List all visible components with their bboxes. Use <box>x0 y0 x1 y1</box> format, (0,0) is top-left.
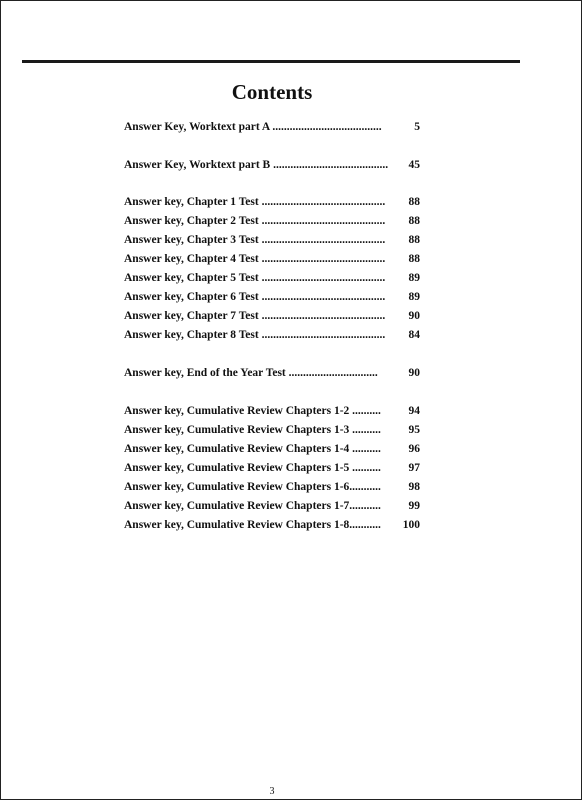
toc-entry <box>124 270 424 286</box>
toc-entry <box>124 308 424 324</box>
toc-entry-page: 88 <box>408 253 420 265</box>
toc-entry <box>124 194 424 210</box>
toc-entry-page: 90 <box>408 367 420 379</box>
toc-entry-page: 100 <box>402 519 420 531</box>
toc-entry-label: Answer Key, Worktext part B ........................................ <box>124 159 389 171</box>
toc-entry-label: Answer key, Chapter 2 Test ........................................... <box>124 215 386 227</box>
toc-entry-label: Answer key, Cumulative Review Chapters 1-6........... <box>124 481 381 493</box>
toc-entry-label: Answer key, Cumulative Review Chapters 1-7........... <box>124 500 381 512</box>
toc-entry <box>124 119 424 135</box>
page-title: Contents <box>231 80 313 104</box>
toc-entry <box>124 327 424 343</box>
toc-entry <box>124 232 424 248</box>
toc-entry-page: 96 <box>408 443 420 455</box>
toc-entry-label: Answer key, End of the Year Test ............................... <box>124 367 378 379</box>
toc-entry-label: Answer key, Chapter 5 Test ........................................... <box>124 272 386 284</box>
toc-entry-label: Answer key, Cumulative Review Chapters 1-4 .......... <box>124 443 381 455</box>
toc-entry-label: Answer key, Chapter 1 Test ........................................... <box>124 196 386 208</box>
toc-entry-label: Answer key, Chapter 7 Test ........................................... <box>124 310 386 322</box>
toc-entry <box>124 422 424 438</box>
toc-entry <box>124 479 424 495</box>
toc-entry-page: 88 <box>408 234 420 246</box>
toc-entry <box>124 213 424 229</box>
toc-entry-label: Answer key, Cumulative Review Chapters 1-2 .......... <box>124 405 381 417</box>
toc-entry-page: 88 <box>408 215 420 227</box>
toc-entry-page: 5 <box>414 121 420 133</box>
toc-entry-page: 45 <box>408 159 420 171</box>
toc-entry <box>124 498 424 514</box>
toc-entry-label: Answer key, Cumulative Review Chapters 1-8........... <box>124 519 381 531</box>
toc-entry-page: 97 <box>408 462 420 474</box>
toc-entry-page: 84 <box>408 329 420 341</box>
toc-entry-page: 90 <box>408 310 420 322</box>
toc-entry <box>124 289 424 305</box>
toc-entry-page: 89 <box>408 272 420 284</box>
toc-entry-page: 88 <box>408 196 420 208</box>
toc-entry-page: 95 <box>408 424 420 436</box>
toc-entry <box>124 251 424 267</box>
toc-entry-label: Answer key, Chapter 3 Test ........................................... <box>124 234 386 246</box>
toc-entry <box>124 403 424 419</box>
toc-entry-label: Answer key, Cumulative Review Chapters 1-3 .......... <box>124 424 381 436</box>
toc-entry-label: Answer Key, Worktext part A ...................................... <box>124 121 382 133</box>
toc-entry-page: 89 <box>408 291 420 303</box>
toc-entry-label: Answer key, Chapter 8 Test ........................................... <box>124 329 386 341</box>
toc-entry-label: Answer key, Chapter 4 Test ........................................... <box>124 253 386 265</box>
toc-entry <box>124 157 424 173</box>
toc-entry-page: 98 <box>408 481 420 493</box>
toc-entry <box>124 365 424 381</box>
toc-entry-label: Answer key, Cumulative Review Chapters 1-5 .......... <box>124 462 381 474</box>
page-number: 3 <box>269 786 275 797</box>
toc-entry <box>124 441 424 457</box>
top-rule <box>22 60 520 63</box>
toc-entry-page: 99 <box>408 500 420 512</box>
toc-entry-page: 94 <box>408 405 420 417</box>
toc-entry <box>124 517 424 533</box>
toc-entry-label: Answer key, Chapter 6 Test ........................................... <box>124 291 386 303</box>
toc-entry <box>124 460 424 476</box>
